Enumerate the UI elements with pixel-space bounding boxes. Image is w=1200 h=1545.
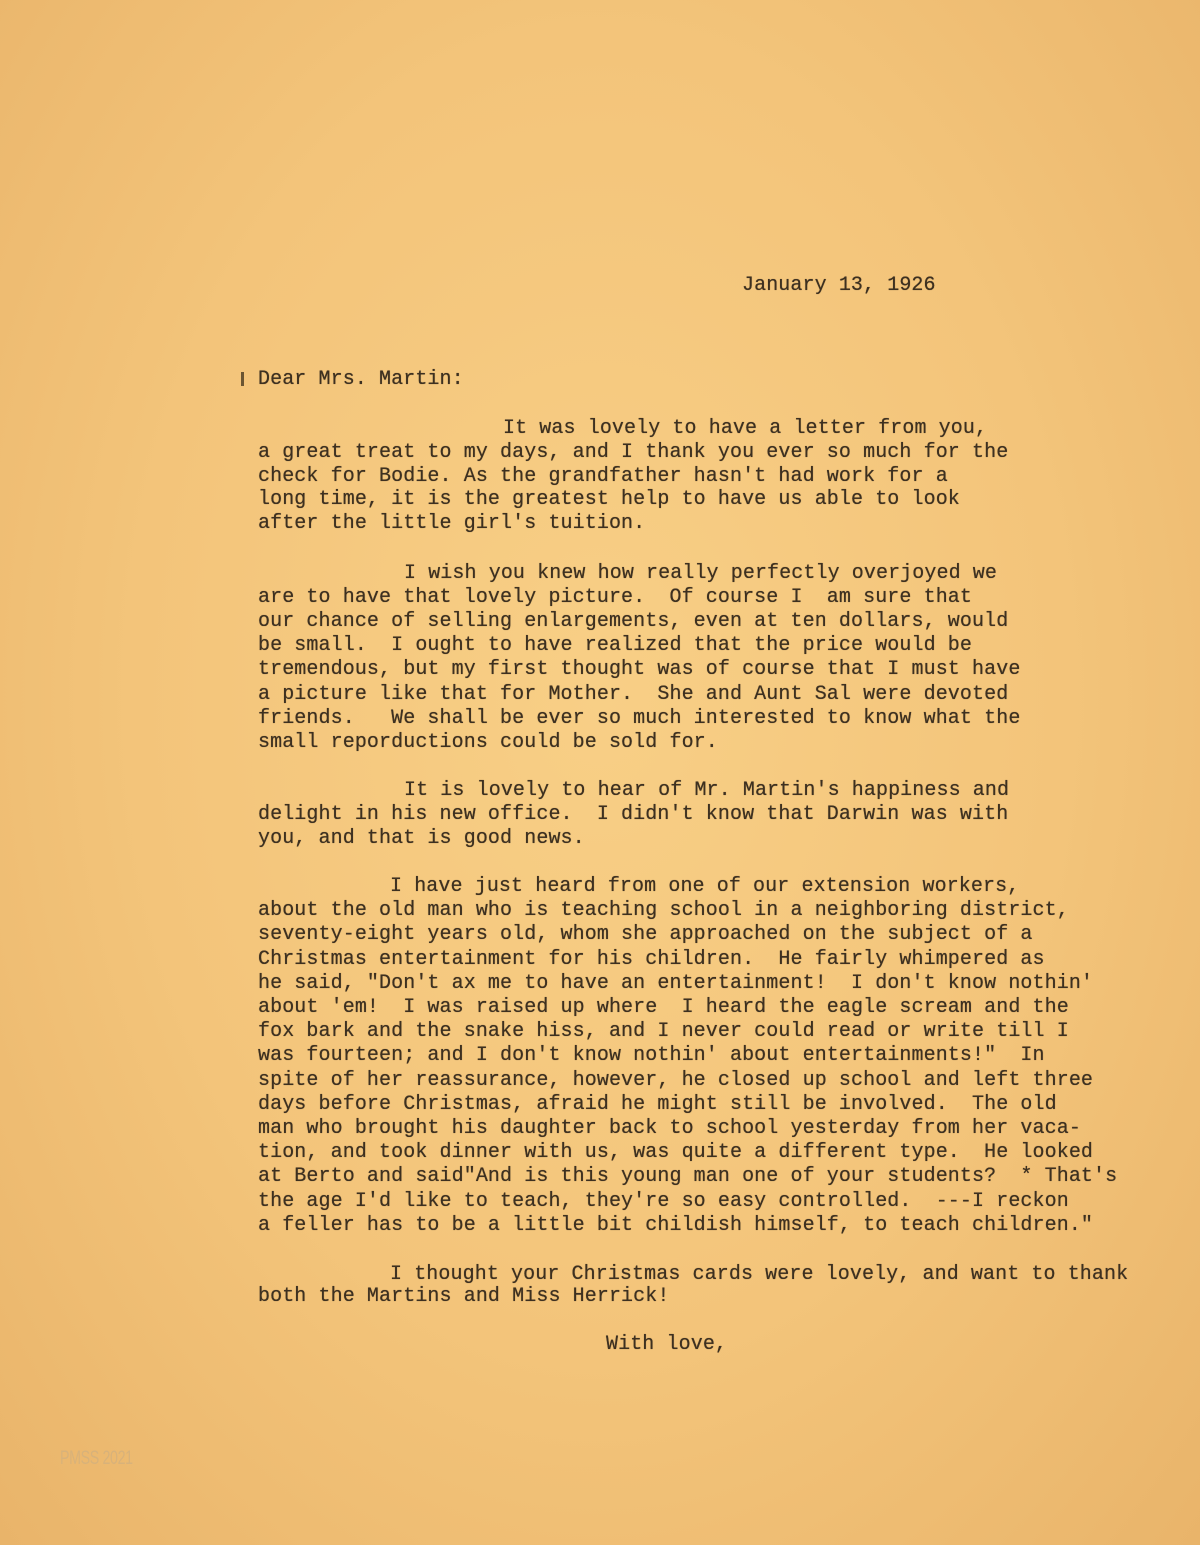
text-line: long time, it is the greatest help to have us able to look [258, 488, 960, 512]
watermark: PMSS 2021 [60, 1448, 133, 1469]
text-line: he said, "Don't ax me to have an entertainment! I don't know nothin' [258, 971, 1094, 995]
closing: With love, [606, 1333, 728, 1356]
text-line: our chance of selling enlargements, even at ten dollars, would [258, 610, 1009, 634]
text-line: It is lovely to hear of Mr. Martin's happiness and [404, 779, 1010, 802]
text-line: I have just heard from one of our extension workers, [390, 875, 1020, 898]
text-line: check for Bodie. As the grandfather hasn't had work for a [258, 464, 948, 488]
text-line: small reporductions could be sold for. [258, 730, 718, 754]
text-line: Christmas entertainment for his children. He fairly whimpered as [258, 947, 1045, 971]
text-line: days before Christmas, afraid he might still be involved. The old [258, 1092, 1057, 1116]
text-line: at Berto and said"And is this young man one of your students? * That's [258, 1165, 1118, 1189]
text-line: a picture like that for Mother. She and Aunt Sal were devoted [258, 682, 1009, 706]
text-line: be small. I ought to have realized that the price would be [258, 634, 973, 658]
margin-mark [241, 372, 244, 386]
letter-date: January 13, 1926 [742, 274, 936, 297]
text-line: after the little girl's tuition. [258, 512, 646, 536]
text-line: friends. We shall be ever so much interested to know what the [258, 706, 1021, 730]
text-line: spite of her reassurance, however, he closed up school and left three [258, 1068, 1094, 1092]
text-line: both the Martins and Miss Herrick! [258, 1285, 670, 1308]
text-line: It was lovely to have a letter from you, [503, 417, 988, 440]
text-line: fox bark and the snake hiss, and I never could read or write till I [258, 1020, 1069, 1044]
text-line: delight in his new office. I didn't know that Darwin was with [258, 803, 1009, 826]
salutation: Dear Mrs. Martin: [258, 368, 464, 391]
text-line: a feller has to be a little bit childish himself, to teach children." [258, 1213, 1094, 1237]
text-line: tion, and took dinner with us, was quite a different type. He looked [258, 1141, 1094, 1165]
text-line: you, and that is good news. [258, 827, 585, 850]
text-line: man who brought his daughter back to school yesterday from her vaca- [258, 1117, 1081, 1140]
text-line: was fourteen; and I don't know nothin' about entertainments!" In [258, 1044, 1045, 1068]
text-line: I thought your Christmas cards were lovely, and want to thank [390, 1263, 1129, 1286]
text-line: seventy-eight years old, whom she approached on the subject of a [258, 923, 1033, 947]
text-line: a great treat to my days, and I thank you ever so much for the [258, 440, 1009, 464]
text-line: about the old man who is teaching school in a neighboring district, [258, 899, 1069, 923]
text-line: I wish you knew how really perfectly overjoyed we [404, 562, 997, 585]
text-line: tremendous, but my first thought was of course that I must have [258, 658, 1021, 682]
text-line: the age I'd like to teach, they're so easy controlled. ---I reckon [258, 1189, 1069, 1213]
text-line: are to have that lovely picture. Of course I am sure that [258, 586, 973, 610]
text-line: about 'em! I was raised up where I heard the eagle scream and the [258, 996, 1069, 1019]
